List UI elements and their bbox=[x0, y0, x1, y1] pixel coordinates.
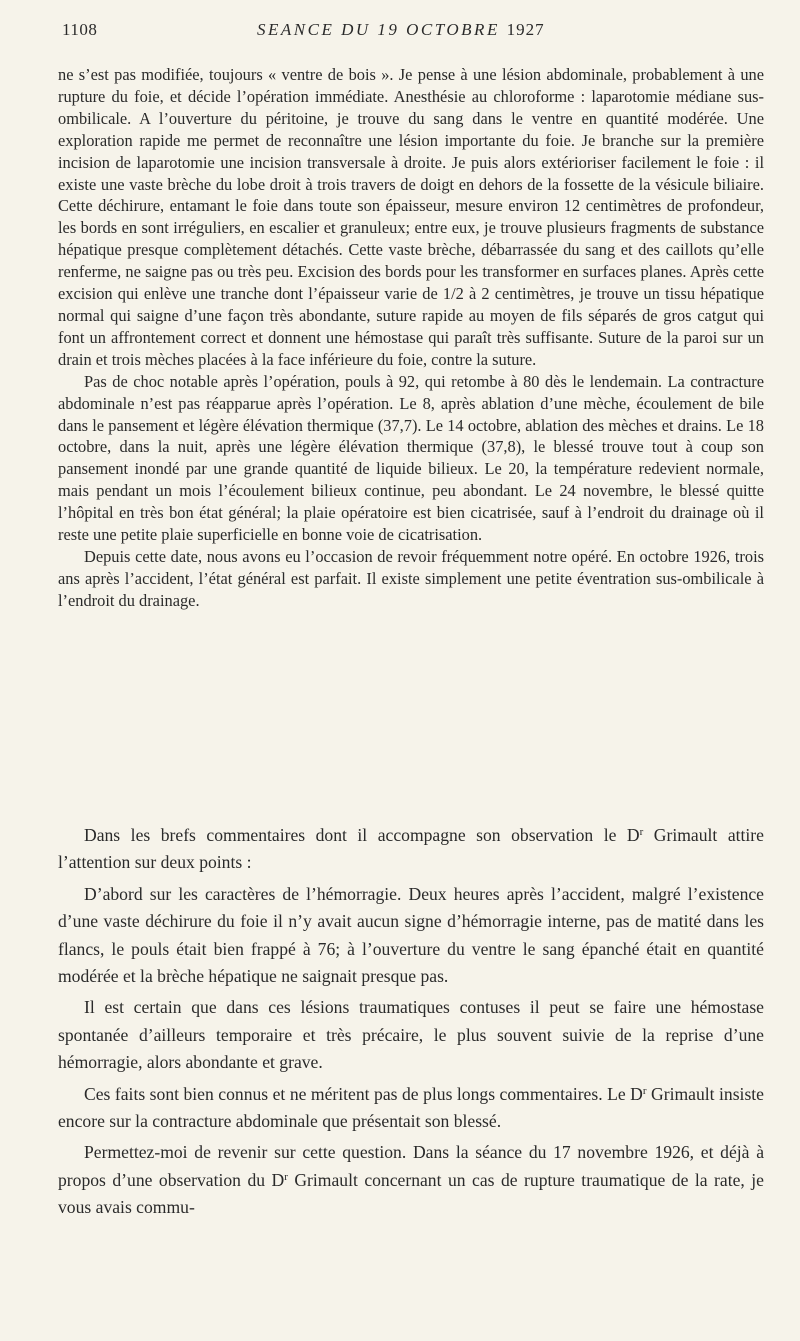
commentary-paragraph: Il est certain que dans ces lésions traumatiques contuses il peut se faire une hémostase spontanée d’ailleurs temporaire et très précaire, le plus souvent suivie de la reprise d’une hémorragie, alors abondante et grave. bbox=[58, 997, 764, 1073]
observation-paragraph: ne s’est pas modifiée, toujours « ventre de bois ». Je pense à une lésion abdominale, probablement à une rupture du foie, et décide l’opération immédiate. Anesthésie au chloroforme : laparotomie médiane sus-ombilicale. A l’ouverture du péritoine, je trouve du sang dans le ventre en quantité modérée. Une exploration rapide me permet de reconnaître une lésion importante du foie. Je branche sur la première incision de laparotomie une incision transversale à droite. Je puis alors extérioriser facilement le foie : il existe une vaste brèche du lobe droit à trois travers de doigt en dehors de la fossette de la vésicule biliaire. Cette déchirure, entamant le foie dans toute son épaisseur, mesure environ 12 centimètres de profondeur, les bords en sont irréguliers, en escalier et granuleux; entre eux, je trouve plusieurs fragments de substance hépatique presque complètement détachés. Cette vaste brèche, débarrassée du sang et des caillots qu’elle renferme, ne saigne pas ou très peu. Excision des bords pour les transformer en surfaces planes. Après cette excision qui enlève une tranche dont l’épaisseur varie de 1/2 à 2 centimètres, je trouve un tissu hépatique normal qui saigne d’une façon très abondante, suture rapide au moyen de fils séparés de gros catgut qui font un affrontement correct et donnent une hémostase qui paraît très suffisante. Suture de la paroi sur un drain et trois mèches placées à la face inférieure du foie, contre la suture. bbox=[58, 65, 764, 369]
header-title bbox=[257, 20, 545, 40]
superscript: r bbox=[642, 1084, 647, 1097]
observation-text bbox=[58, 64, 764, 612]
text-run: Ces faits sont bien connus et ne méritent pas de plus longs commentaires. Le D bbox=[84, 1083, 643, 1104]
commentary-paragraph bbox=[58, 1139, 764, 1221]
superscript: r bbox=[639, 826, 644, 838]
commentary-paragraph: D’abord sur les caractères de l’hémorragie. Deux heures après l’accident, malgré l’existence d’une vaste déchirure du foie il n’y avait aucun signe d’hémorragie interne, pas de matité dans les flancs, le pouls était bien frappé à 76; à l’ouverture du ventre le sang épanché était en quantité modérée et la brèche hépatique ne saignait presque pas. bbox=[58, 883, 764, 987]
text-run: Permettez-moi de revenir sur cette question. Dans la séance du 17 novembre 1926, et déjà à propos d’une observation du D bbox=[58, 1142, 764, 1190]
header-year: 1927 bbox=[506, 20, 545, 39]
superscript: r bbox=[284, 1170, 288, 1183]
text-run: Grimault insiste encore sur la contracture abdominale que présentait son blessé. bbox=[58, 1083, 764, 1132]
header-session: SEANCE DU 19 OCTOBRE bbox=[257, 20, 500, 39]
page-number: 1108 bbox=[62, 20, 98, 39]
text-run: Grimault concernant un cas de rupture traumatique de la rate, je vous avais commu- bbox=[58, 1169, 764, 1218]
observation-paragraph: Pas de choc notable après l’opération, pouls à 92, qui retombe à 80 dès le lendemain. La contracture abdominale n’est pas réapparue après l’opération. Le 8, après ablation d’une mèche, écoulement de bile dans le pansement et légère élévation thermique (37,7). Le 14 octobre, ablation des mèches et drains. Le 18 octobre, dans la nuit, après une légère élévation thermique (37,8), le blessé trouve tout à coup son pansement inondé par une grande quantité de liquide bilieux. Le 20, la température redevient normale, mais pendant un mois l’écoulement bilieux continue, peu abondant. Le 24 novembre, le blessé quitte l’hôpital en très bon état général; la plaie opératoire est bien cicatrisée, sauf à l’endroit du drainage où il reste une petite plaie superficielle en bonne voie de cicatrisation. bbox=[58, 371, 764, 545]
observation-paragraph: Depuis cette date, nous avons eu l’occasion de revoir fréquemment notre opéré. En octobre 1926, trois ans après l’accident, l’état général est parfait. Il existe simplement une petite éventration sus-ombilicale à l’endroit du drainage. bbox=[58, 546, 764, 610]
text-run: Dans les brefs commentaires dont il accompagne son observation le D bbox=[84, 825, 640, 845]
commentary-paragraph bbox=[58, 822, 764, 877]
running-header bbox=[52, 18, 760, 42]
text-run: Grimault attire l’attention sur deux points : bbox=[58, 825, 764, 873]
commentary-text bbox=[58, 822, 764, 1222]
commentary-paragraph bbox=[58, 1081, 764, 1136]
